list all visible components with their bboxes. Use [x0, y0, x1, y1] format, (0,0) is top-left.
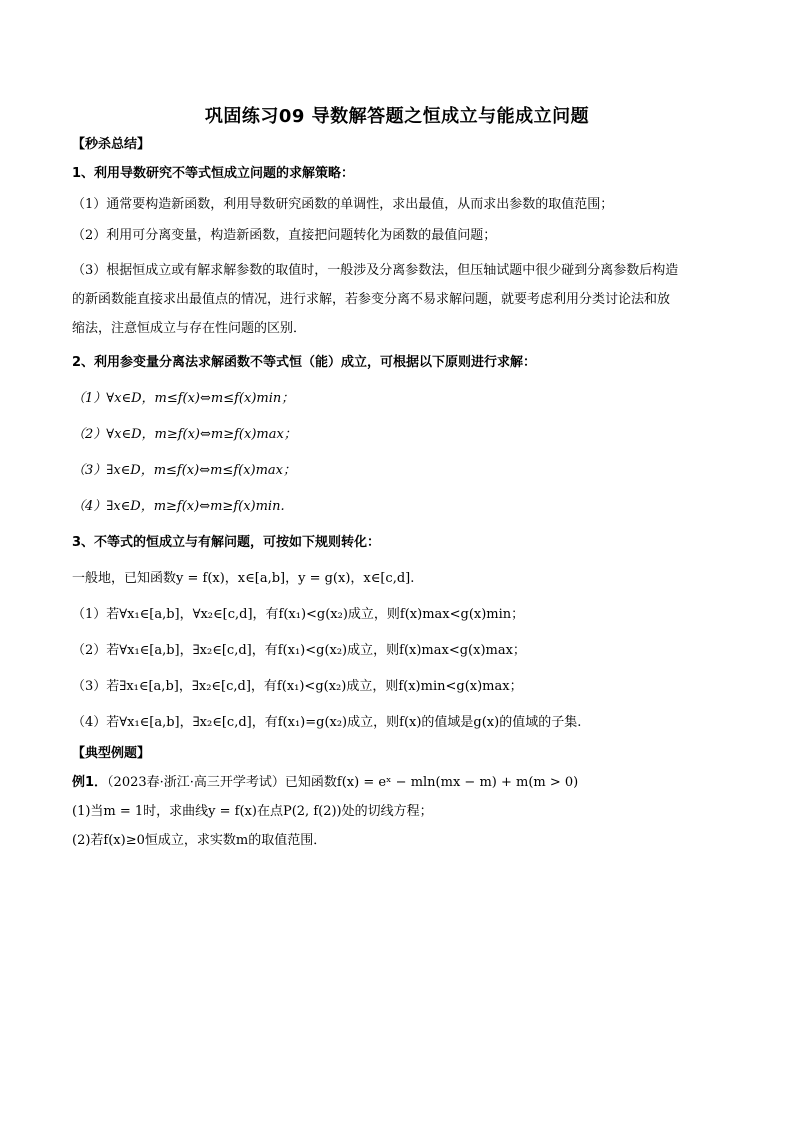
- section3-item4: （4）若∀x₁∈[a,b]，∃x₂∈[c,d]，有f(x₁)=g(x₂)成立，则f(x)的值域是g(x)的值域的子集.: [72, 715, 582, 730]
- section1-item2: （2）利用可分离变量，构造新函数，直接把问题转化为函数的最值问题；: [72, 228, 497, 243]
- example1-part1: (1)当m = 1时，求曲线y = f(x)在点P(2, f(2))处的切线方程；: [72, 804, 433, 819]
- examples-heading: 【典型例题】: [72, 746, 151, 761]
- example1-part2: (2)若f(x)≥0恒成立，求实数m的取值范围．: [72, 833, 327, 848]
- section2-heading: 2、利用参变量分离法求解函数不等式恒（能）成立，可根据以下原则进行求解：: [72, 355, 537, 370]
- section1-item3-line1: （3）根据恒成立或有解求解参数的取值时，一般涉及分离参数法，但压轴试题中很少碰到分离参数后构造: [72, 263, 679, 278]
- example1-stem-line: [72, 774, 722, 792]
- summary-heading: 【秒杀总结】: [72, 137, 151, 152]
- page-title: 巩固练习09 导数解答题之恒成立与能成立问题: [204, 106, 590, 127]
- section2-item4: （4）∃x∈D，m≥f(x)⇔m≥f(x)min.: [72, 499, 285, 514]
- section2-item1: （1）∀x∈D，m≤f(x)⇔m≤f(x)min；: [72, 391, 295, 406]
- section3-item1: （1）若∀x₁∈[a,b]，∀x₂∈[c,d]，有f(x₁)<g(x₂)成立，则f(x)max<g(x)min；: [72, 607, 525, 622]
- section3-item3: （3）若∃x₁∈[a,b]，∃x₂∈[c,d]，有f(x₁)<g(x₂)成立，则f(x)min<g(x)max；: [72, 679, 523, 694]
- section1-heading: 1、利用导数研究不等式恒成立问题的求解策略：: [72, 166, 355, 181]
- section1-item1: （1）通常要构造新函数，利用导数研究函数的单调性，求出最值，从而求出参数的取值范围；: [72, 197, 614, 212]
- section2-item2: （2）∀x∈D，m≥f(x)⇔m≥f(x)max；: [72, 427, 297, 442]
- section3-item2: （2）若∀x₁∈[a,b]，∃x₂∈[c,d]，有f(x₁)<g(x₂)成立，则f(x)max<g(x)max；: [72, 643, 526, 658]
- section3-intro: 一般地，已知函数y = f(x)，x∈[a,b]，y = g(x)，x∈[c,d].: [72, 571, 415, 586]
- section1-item3-line2: 的新函数能直接求出最值点的情况，进行求解，若参变分离不易求解问题，就要考虑利用分类讨论法和放: [72, 292, 671, 307]
- section1-item3: [72, 256, 722, 343]
- section2-item3: （3）∃x∈D，m≤f(x)⇔m≤f(x)max；: [72, 463, 297, 478]
- section1-item3-line3: 缩法，注意恒成立与存在性问题的区别．: [72, 321, 307, 336]
- example1-stem: （2023春·浙江·高三开学考试）已知函数f(x) = eˣ − mln(mx − m) + m(m > 0): [107, 775, 579, 790]
- section3-heading: 3、不等式的恒成立与有解问题，可按如下规则转化：: [72, 535, 381, 550]
- example1-label: 例1．: [72, 775, 108, 790]
